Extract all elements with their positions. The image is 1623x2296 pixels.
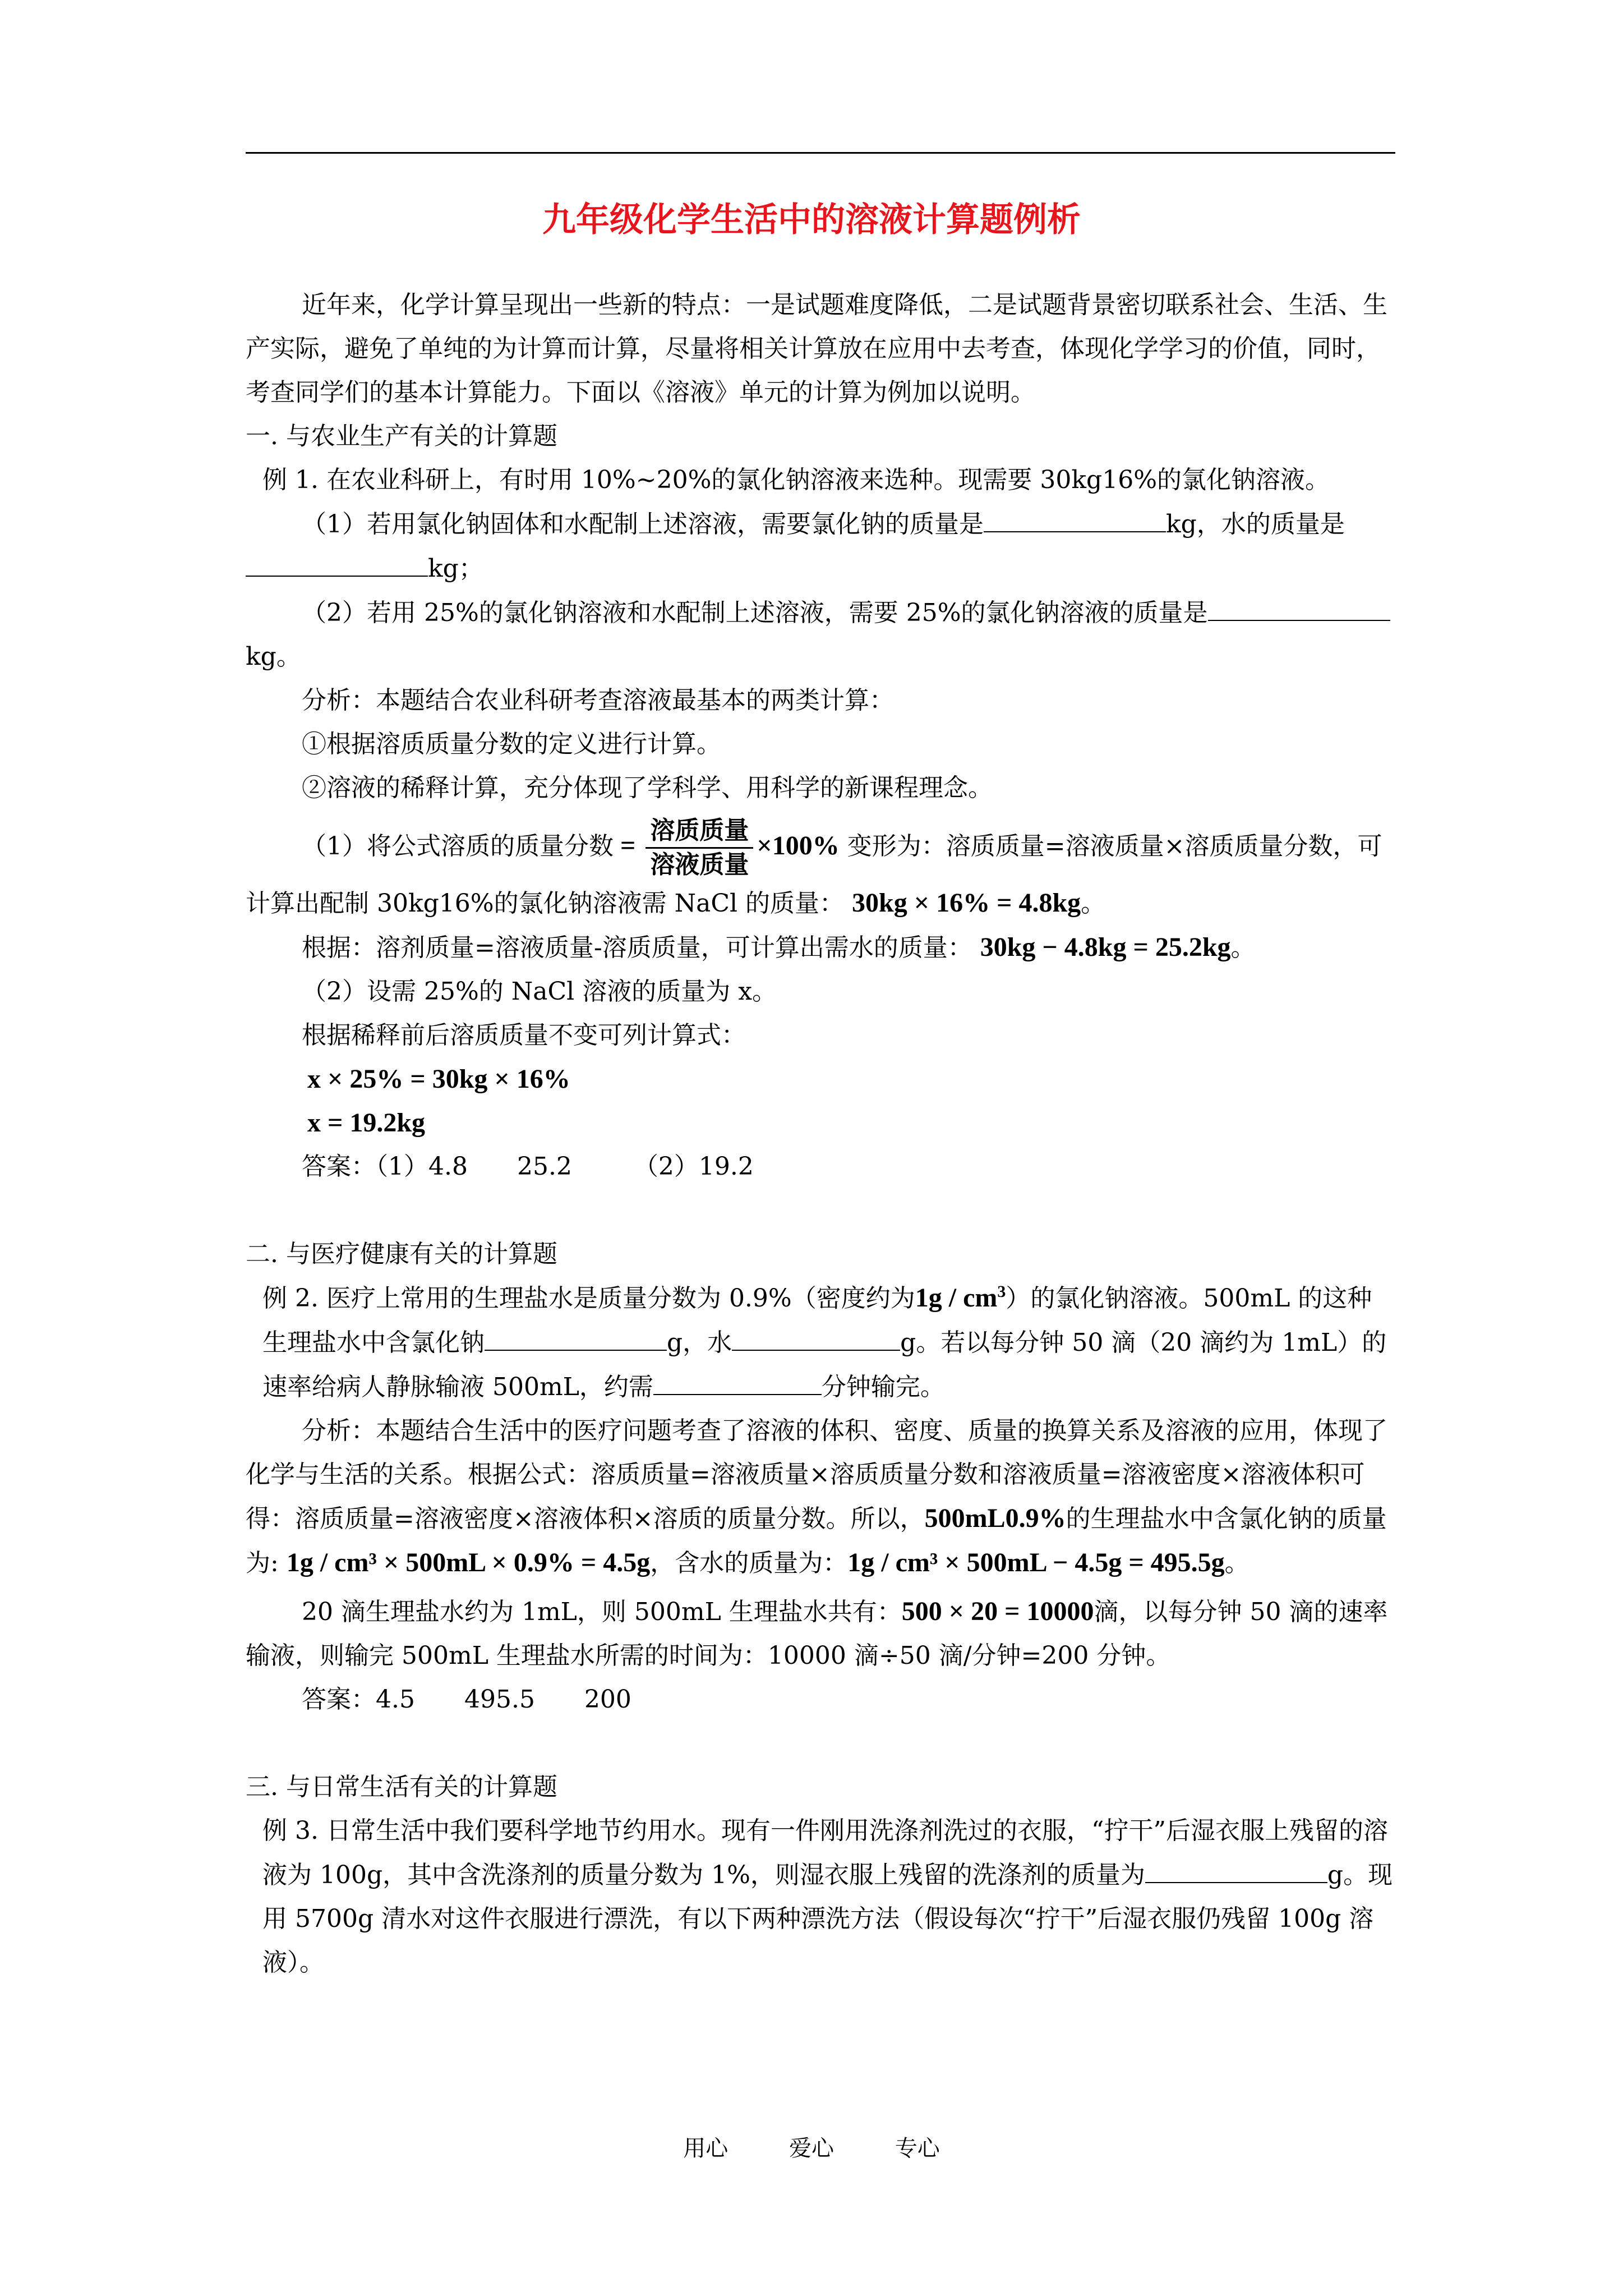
formula-mid: 变形为：溶质质量=溶液质量×溶质质量分数，可计算出配制 30kg16%的氯化钠溶液需 NaCl 的质量： [246,832,1382,918]
analysis-2-text: 分析：本题结合生活中的医疗问题考查了溶液的体积、密度、质量的换算关系及溶液的应用，体现了化学与生活的关系。根据公式：溶质质量=溶液质量×溶质质量分数和溶液质量=溶液密度×溶液体积可得：溶质质量=溶液密度×溶液体积×溶质的质量分数。所以， [246,1416,1387,1533]
analysis-point-2: ②溶液的稀释计算，充分体现了学科学、用科学的新课程理念。 [302,774,993,802]
times-100-percent: ×100% [757,831,840,861]
part-2-setup: （2）设需 25%的 NaCl 溶液的质量为 x。 [302,977,777,1006]
answer-blank-water-2[interactable] [732,1320,900,1351]
example-3 [246,1809,1395,1985]
analysis-2: 分析：本题结合生活中的医疗问题考查了溶液的体积、密度、质量的换算关系及溶液的应用，体现了化学与生活的关系。根据公式：溶质质量=溶液质量×溶质质量分数和溶液质量=溶液密度×溶液体积可得：溶质质量=溶液密度×溶液体积×溶质的质量分数。所以，500mL0.9%的生理盐水中含氯化钠的质量为: 1g / cm³ × 500mL × 0.9% = 4.5g，含水的质量为：1g / cm³ × 500mL − 4.5g = 495.5g。 [246,1416,1387,1577]
answer-2: 答案：4.5 495.5 200 [302,1685,631,1714]
q1-text-b: kg，水的质量是 [1166,510,1345,539]
drip-text-a: 20 滴生理盐水约为 1mL，则 500mL 生理盐水共有： [302,1598,902,1626]
answer-blank-solution[interactable] [1208,591,1390,621]
question-1 [246,502,1395,591]
answer-blank-detergent[interactable] [1145,1853,1327,1883]
section-3-heading: 三. 与日常生活有关的计算题 [246,1773,557,1801]
analysis-point-1: ①根据溶质质量分数的定义进行计算。 [302,730,721,758]
header-rule [246,152,1395,154]
basis-paragraph: 根据：溶剂质量=溶液质量-溶质质量，可计算出需水的质量： 30kg − 4.8kg = 25.2kg。 [302,932,1256,962]
answer-blank-minutes[interactable] [653,1365,822,1395]
page-title: 九年级化学生活中的溶液计算题例析 [542,200,1081,240]
mass-fraction-formula [645,815,753,881]
drip-text-b: 滴，以每分钟 50 滴的速率输液，则输完 500mL 生理盐水所需的时间为：10000 滴÷50 滴/分钟=200 分钟。 [246,1598,1388,1670]
ex3-text-a: 例 3. 日常生活中我们要科学地节约用水。现有一件刚用洗涤剂洗过的衣服，“拧干”后湿衣服上残留的溶液为 100g，其中含洗涤剂的质量分数为 1%，则湿衣服上残留的洗涤剂的质量为 [262,1816,1388,1889]
answer-blank-water[interactable] [246,546,428,577]
ex2-text-a: 例 2. 医疗上常用的生理盐水是质量分数为 0.9%（密度约为 [262,1284,915,1313]
equation-x-2: x = 19.2kg [307,1108,426,1138]
solution-spec: 500mL0.9% [924,1503,1066,1533]
spacer [246,1722,1395,1765]
question-2 [246,591,1395,679]
ex2-text-d: g。若以每分钟 50 滴（20 滴约为 1mL）的速率给病人静脉输液 500mL，约需 [262,1328,1387,1401]
answer-1: 答案：（1）4.8 25.2 （2）19.2 [302,1152,754,1181]
equals-sign: = [614,831,643,861]
basis-text: 根据：溶剂质量=溶液质量-溶质质量，可计算出需水的质量： [302,933,972,962]
ex2-text-e: 分钟输完。 [821,1373,945,1401]
ex2-text-b: ）的氯化钠溶液。500mL 的这种生理盐水中含氯化钠 [262,1284,1372,1357]
ex2-text-c: g，水 [667,1328,732,1357]
fraction-numerator: 溶质质量 [645,815,753,849]
section-2-heading: 二. 与医疗健康有关的计算题 [246,1240,557,1268]
ex3-text-b: g。现用 5700g 清水对这件衣服进行漂洗，有以下两种漂洗方法（假设每次“拧干”后湿衣服仍残留 100g 溶液）。 [262,1861,1393,1977]
equation-x-1: x × 25% = 30kg × 16% [307,1064,570,1094]
formula-paragraph: （1）将公式溶质的质量分数 = $\frac{\text{溶质质量}}{\text{溶液质量}}$ ×100% 变形为：溶质质量=溶液质量×溶质质量分数，可计算出配制 30kg16%的氯化钠溶液需 NaCl 的质量： 30kg × 16% = 4.8kg。 [246,815,1395,926]
analysis-2-mid: 的生理盐水中含氯化钠的质量为: [246,1504,1387,1577]
page-footer [0,2132,1623,2165]
spacer [246,1189,1395,1232]
intro-paragraph: 近年来，化学计算呈现出一些新的特点：一是试题难度降低，二是试题背景密切联系社会、生活、生产实际，避免了单纯的为计算而计算，尽量将相关计算放在应用中去考查，体现化学学习的价值，同时，考查同学们的基本计算能力。下面以《溶液》单元的计算为例加以说明。 [246,291,1387,407]
analysis-1: 分析：本题结合农业科研考查溶液最基本的两类计算： [302,686,894,715]
q1-text-a: （1）若用氯化钠固体和水配制上述溶液，需要氯化钠的质量是 [302,510,984,539]
answer-blank-nacl-2[interactable] [485,1320,667,1351]
footer-item-3: 专心 [895,2136,940,2161]
fraction-denominator: 溶液质量 [650,850,749,879]
drip-paragraph [246,1590,1395,1678]
density-unit: 1g / cm [915,1283,998,1313]
footer-item-2: 爱心 [789,2136,834,2161]
example-1: 例 1. 在农业科研上，有时用 10%~20%的氯化钠溶液来选种。现需要 30kg16%的氯化钠溶液。 [262,466,1330,494]
q2-text-b: kg。 [246,642,301,671]
q2-text-a: （2）若用 25%的氯化钠溶液和水配制上述溶液，需要 25%的氯化钠溶液的质量是 [302,599,1208,627]
analysis-2-water: ，含水的质量为： [650,1549,848,1577]
q1-text-c: kg； [428,554,483,583]
document-body [246,283,1395,1985]
footer-item-1: 用心 [683,2136,728,2161]
section-1-heading: 一. 与农业生产有关的计算题 [246,422,557,450]
example-2 [246,1276,1395,1409]
equation-water-mass-2: 1g / cm³ × 500mL − 4.5g = 495.5g [847,1548,1225,1577]
equation-water-mass: 30kg − 4.8kg = 25.2kg [980,932,1231,962]
dilution-text: 根据稀释前后溶质质量不变可列计算式： [302,1021,746,1050]
equation-nacl-mass: 30kg × 16% = 4.8kg [852,888,1081,918]
formula-pre: （1）将公式溶质的质量分数 [302,832,614,861]
density-value: $1g / cm^3$ [915,1282,1006,1313]
equation-drops: 500 × 20 = 10000 [901,1596,1094,1626]
equation-nacl-mass-2: 1g / cm³ × 500mL × 0.9% = 4.5g [286,1548,651,1577]
answer-blank-nacl[interactable] [984,502,1166,532]
